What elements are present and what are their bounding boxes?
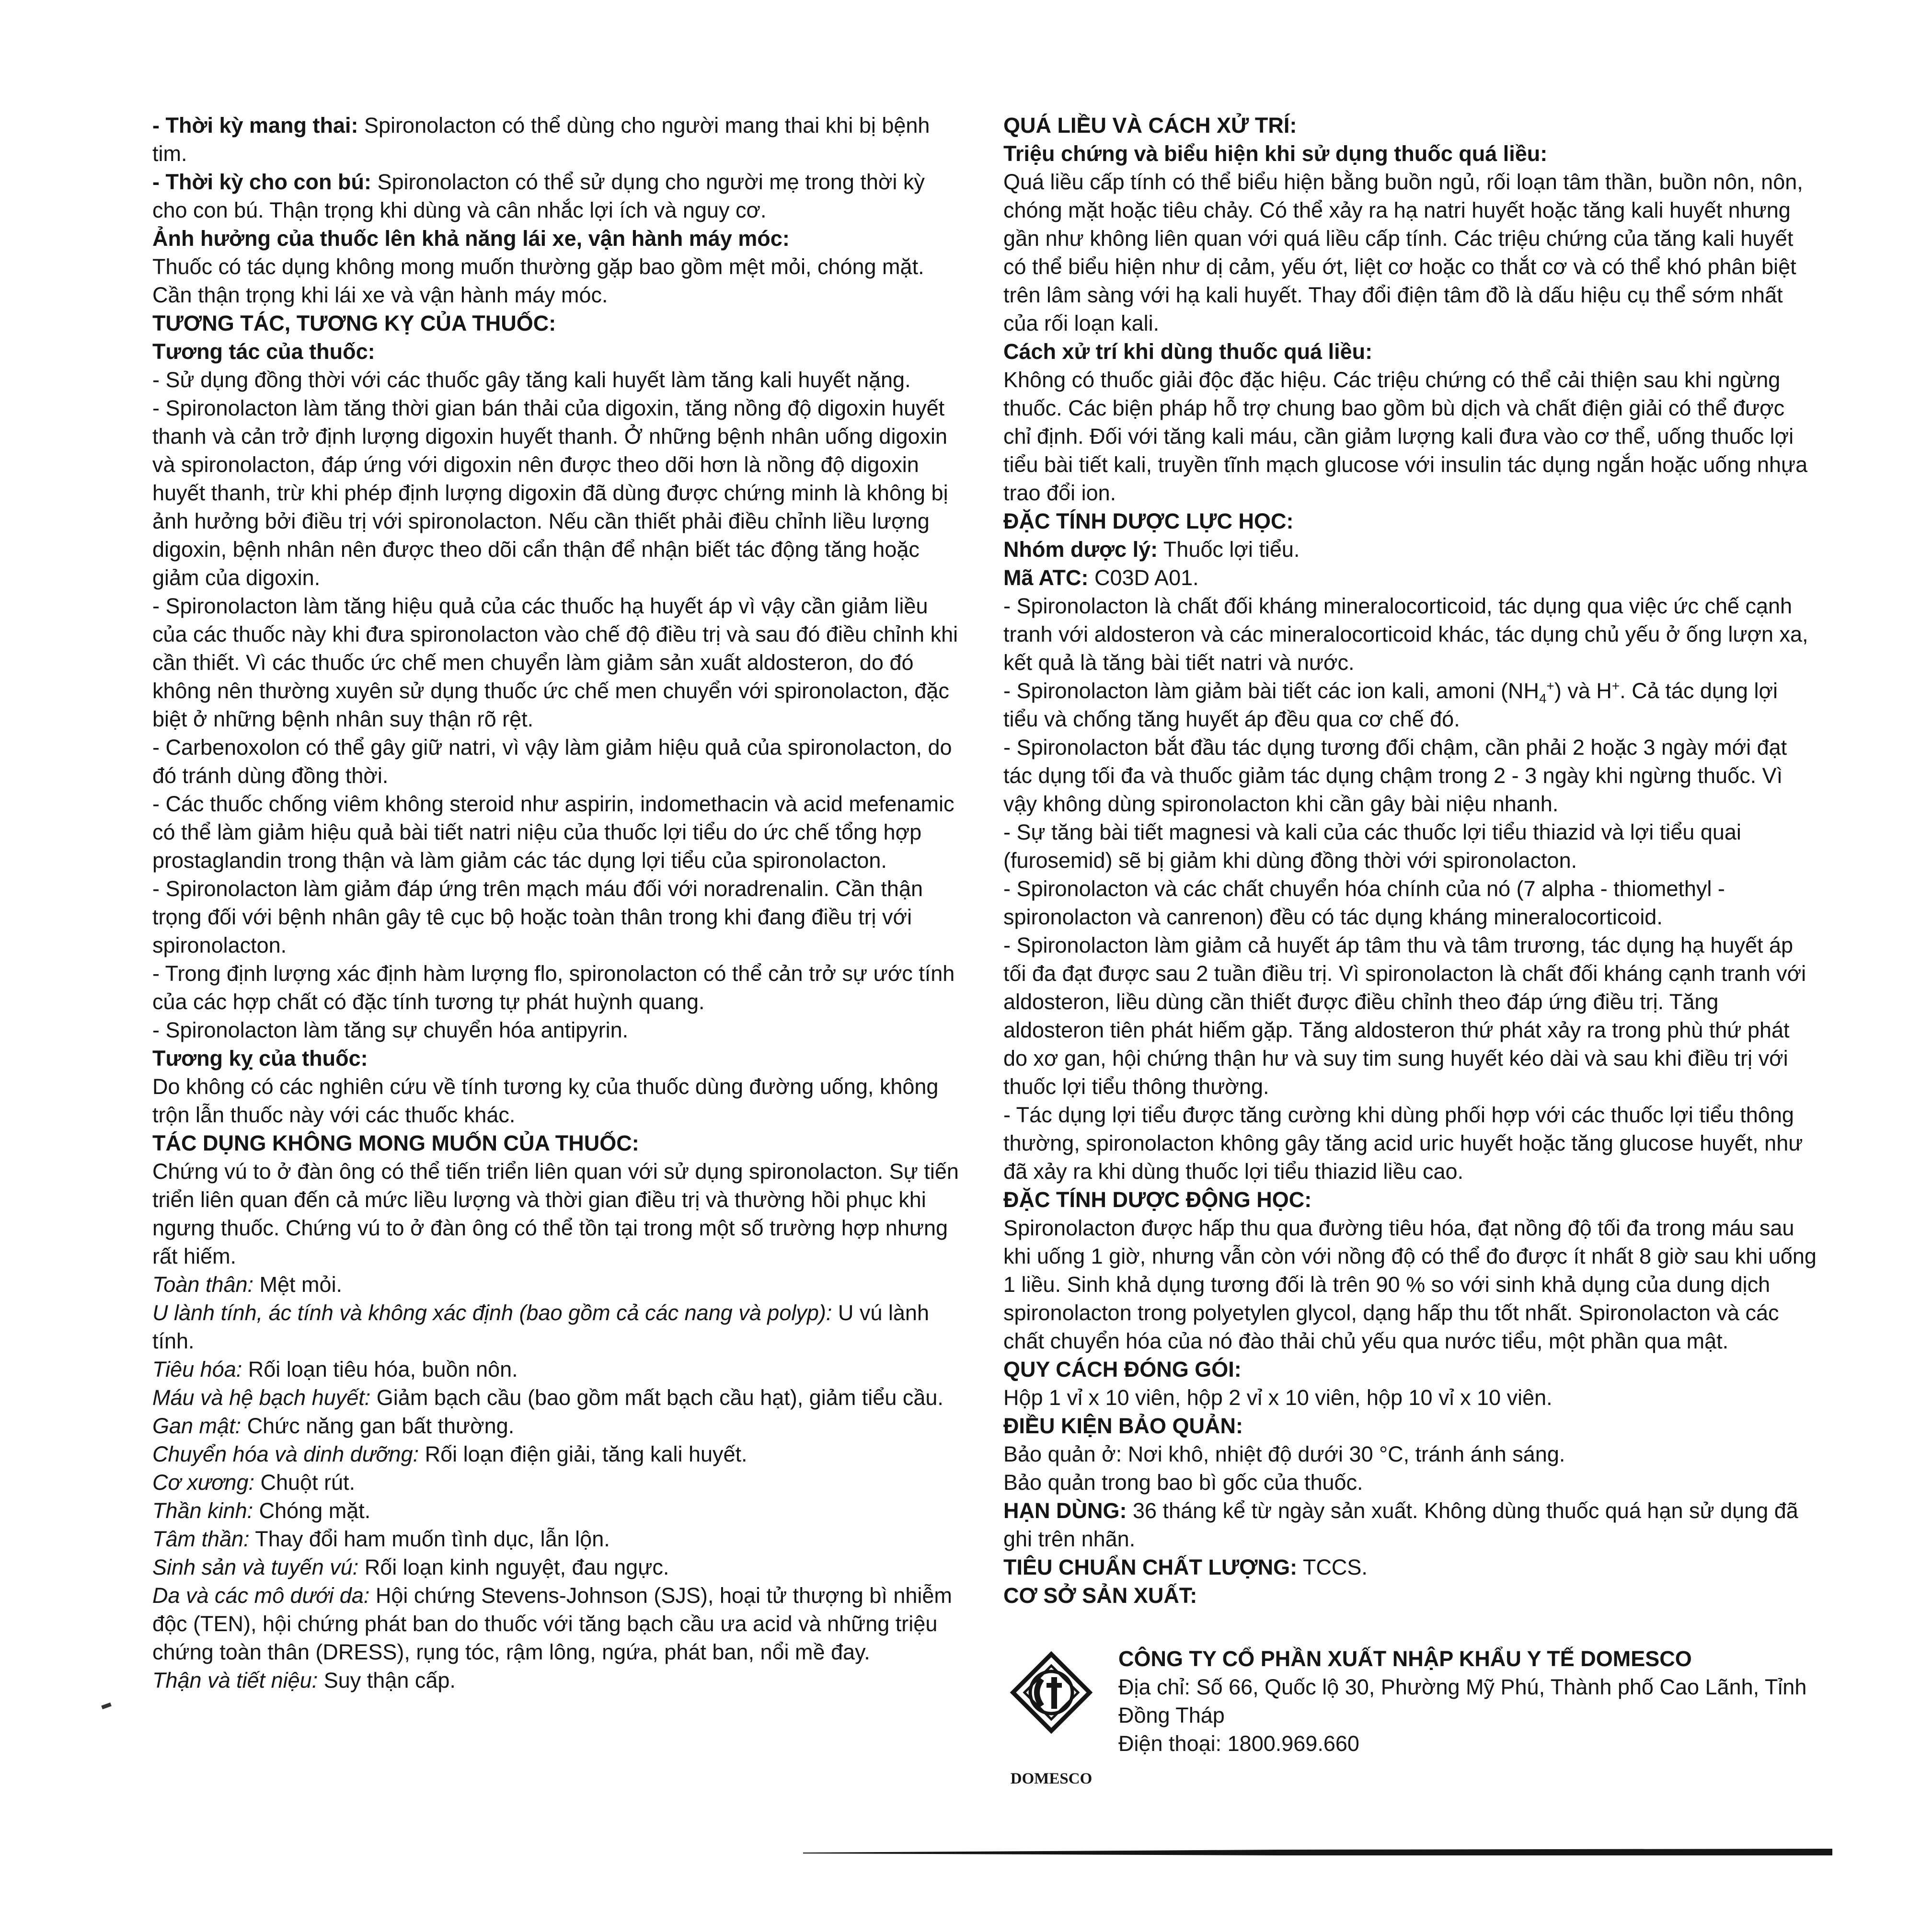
interaction-item: - Carbenoxolon có thể gây giữ natri, vì vậy làm giảm hiệu quả của spironolacton, do đó tránh dùng đồng thời. (152, 735, 952, 788)
driving-heading: Ảnh hưởng của thuốc lên khả năng lái xe, vận hành máy móc: (152, 226, 790, 251)
interactions-subheading: Tương tác của thuốc: (152, 339, 375, 364)
adverse-item-text: Chóng mặt. (253, 1498, 371, 1523)
adverse-item-text: Mệt mỏi. (253, 1272, 343, 1297)
pharmacodynamics-item: - Spironolacton và các chất chuyển hóa chính của nó (7 alpha - thiomethyl - spironolacton và canrenon) đều có tác dụng kháng mineralocorticoid. (1003, 876, 1725, 929)
pregnancy-text: Spironolacton có thể dùng cho người mang thai khi bị bệnh tim. (152, 113, 930, 166)
adverse-item-text: Hội chứng Stevens-Johnson (SJS), hoại tử thượng bì nhiễm độc (TEN), hội chứng phát ban do thuốc với tăng bạch cầu ưa acid và những triệu chứng toàn thân (DRESS), rụng tóc, rậm lông, ngứa, phát ban, nổi mề đay. (152, 1583, 952, 1664)
pharmacodynamics-item: - Spironolacton làm giảm cả huyết áp tâm thu và tâm trương, tác dụng hạ huyết áp tối đa đạt được sau 2 tuần điều trị. Vì spironolacton là chất đối kháng cạnh tranh với aldosteron, liều dùng cần thiết được điều chỉnh theo đáp ứng điều trị. Tăng aldosteron tiên phát hiếm gặp. Tăng aldosteron thứ phát xảy ra trong phù thứ phát do xơ gan, hội chứng thận hư và suy tim sung huyết kéo dài và sau khi điều trị với thuốc lợi tiểu thông thường. (1003, 933, 1806, 1099)
adverse-item-label: Cơ xương: (152, 1470, 254, 1495)
adverse-item (152, 1440, 960, 1468)
pharmacodynamics-heading: ĐẶC TÍNH DƯỢC LỰC HỌC: (1003, 509, 1294, 533)
pd-subscript: 4 (1539, 691, 1547, 706)
adverse-item-text: U vú lành tính. (152, 1301, 929, 1353)
treatment-text: Không có thuốc giải độc đặc hiệu. Các triệu chứng có thể cải thiện sau khi ngừng thuốc. Các biện pháp hỗ trợ chung bao gồm bù dịch và chất điện giải có thể được chỉ định. Đối với tăng kali máu, cần giảm lượng kali đưa vào cơ thể, uống thuốc lợi tiểu bài tiết kali, truyền tĩnh mạch glucose với insulin tác dụng ngắn hoặc uống nhựa trao đổi ion. (1003, 368, 1808, 505)
pd-text-part: ) và H (1554, 679, 1612, 703)
breastfeeding-paragraph (152, 168, 960, 224)
adverse-item-text: Rối loạn tiêu hóa, buồn nôn. (242, 1357, 518, 1381)
stray-mark (101, 1703, 112, 1709)
company-phone: Điện thoại: 1800.969.660 (1118, 1731, 1359, 1756)
breastfeeding-text: Spironolacton có thể sử dụng cho người mẹ trong thời kỳ cho con bú. Thận trọng khi dùng và cân nhắc lợi ích và nguy cơ. (152, 170, 925, 222)
adverse-effects-intro: Chứng vú to ở đàn ông có thể tiến triển liên quan với sử dụng spironolacton. Sự tiến triển liên quan đến cả mức liều lượng và thời gian điều trị và thường hồi phục khi ngưng thuốc. Chứng vú to ở đàn ông có thể tồn tại trong một số trường hợp nhưng rất hiếm. (152, 1159, 959, 1268)
company-address: Địa chỉ: Số 66, Quốc lộ 30, Phường Mỹ Phú, Thành phố Cao Lãnh, Tỉnh Đồng Tháp (1118, 1675, 1807, 1727)
packaging-heading: QUY CÁCH ĐÓNG GÓI: (1003, 1357, 1242, 1381)
adverse-item-label: Gan mật: (152, 1414, 242, 1438)
adverse-item-label: Thần kinh: (152, 1498, 253, 1523)
pd-superscript: + (1546, 679, 1554, 693)
adverse-item-label: Máu và hệ bạch huyết: (152, 1385, 371, 1410)
treatment-subheading: Cách xử trí khi dùng thuốc quá liều: (1003, 339, 1373, 364)
storage-heading: ĐIỀU KIỆN BẢO QUẢN: (1003, 1414, 1243, 1438)
adverse-item-text: Rối loạn điện giải, tăng kali huyết. (419, 1442, 748, 1466)
adverse-item-label: Tâm thần: (152, 1527, 250, 1551)
pregnancy-paragraph (152, 111, 960, 168)
company-name: CÔNG TY CỔ PHẦN XUẤT NHẬP KHẨU Y TẾ DOMESCO (1118, 1646, 1692, 1671)
pharmacological-group (1003, 535, 1818, 564)
adverse-effects-heading: TÁC DỤNG KHÔNG MONG MUỐN CỦA THUỐC: (152, 1131, 639, 1155)
adverse-item-label: U lành tính, ác tính và không xác định (bao gồm cả các nang và polyp): (152, 1301, 832, 1325)
domesco-logo (1003, 1645, 1099, 1787)
pharmacokinetics-text: Spironolacton được hấp thu qua đường tiêu hóa, đạt nồng độ tối đa trong máu sau khi uống 1 giờ, nhưng vẫn còn với nồng độ có thể đo được ít nhất 8 giờ sau khi uống 1 liều. Sinh khả dụng tương đối là trên 90 % so với sinh khả dụng của dung dịch spironolacton trong polyetylen glycol, dạng hấp thu tốt nhất. Spironolacton và các chất chuyển hóa của nó đào thải chủ yếu qua nước tiểu, một phần qua mật. (1003, 1216, 1817, 1353)
standard-label: TIÊU CHUẨN CHẤT LƯỢNG: (1003, 1555, 1298, 1579)
standard-paragraph (1003, 1553, 1818, 1581)
adverse-item (152, 1412, 960, 1440)
storage-line: Bảo quản ở: Nơi khô, nhiệt độ dưới 30 °C, tránh ánh sáng. (1003, 1442, 1565, 1466)
adverse-item (152, 1497, 960, 1525)
adverse-item (152, 1383, 960, 1412)
pd-superscript: + (1611, 679, 1620, 693)
manufacturer-block (1003, 1645, 1818, 1798)
adverse-item-text: Chức năng gan bất thường. (241, 1414, 515, 1438)
adverse-item-label: Chuyển hóa và dinh dưỡng: (152, 1442, 419, 1466)
adverse-item (152, 1299, 960, 1355)
storage-line: Bảo quản trong bao bì gốc của thuốc. (1003, 1470, 1363, 1495)
interaction-item: - Trong định lượng xác định hàm lượng flo, spironolacton có thể cản trở sự ước tính của các hợp chất có đặc tính tương tự phát huỳnh quang. (152, 961, 955, 1014)
interaction-item: - Spironolacton làm tăng thời gian bán thải của digoxin, tăng nồng độ digoxin huyết thanh và cản trở định lượng digoxin huyết thanh. Ở những bệnh nhân uống digoxin và spironolacton, đáp ứng với digoxin nên được theo dõi hơn là nồng độ digoxin huyết thanh, trừ khi phép định lượng digoxin đã dùng được chứng minh là không bị ảnh hưởng bởi điều trị với spironolacton. Nếu cần thiết phải điều chỉnh liều lượng digoxin, bệnh nhân nên được theo dõi cẩn thận để nhận biết tác động tăng hoặc giảm của digoxin. (152, 396, 948, 590)
pd-text-part: - Spironolacton làm giảm bài tiết các ion kali, amoni (NH (1003, 679, 1539, 703)
adverse-item-label: Sinh sản và tuyến vú: (152, 1555, 359, 1579)
expiry-label: HẠN DÙNG: (1003, 1498, 1127, 1523)
adverse-item-text: Giảm bạch cầu (bao gồm mất bạch cầu hạt), giảm tiểu cầu. (370, 1385, 943, 1410)
interaction-item: - Spironolacton làm giảm đáp ứng trên mạch máu đối với noradrenalin. Cần thận trọng đối với bệnh nhân gây tê cục bộ hoặc toàn thân trong khi đang điều trị với spironolacton. (152, 876, 923, 957)
pharmacodynamics-item (1003, 677, 1818, 733)
symptoms-subheading: Triệu chứng và biểu hiện khi sử dụng thuốc quá liều: (1003, 141, 1548, 166)
interaction-item: - Spironolacton làm tăng hiệu quả của các thuốc hạ huyết áp vì vậy cần giảm liều của các thuốc này khi đưa spironolacton vào chế độ điều trị và sau đó điều chỉnh khi cần thiết. Vì các thuốc ức chế men chuyển làm giảm sản xuất aldosteron, do đó không nên thường xuyên sử dụng thuốc ức chế men chuyển với spironolacton, đặc biệt ở những bệnh nhân suy thận rõ rệt. (152, 594, 958, 731)
adverse-item (152, 1468, 960, 1497)
interactions-heading: TƯƠNG TÁC, TƯƠNG KỴ CỦA THUỐC: (152, 311, 556, 335)
adverse-item-text: Chuột rút. (254, 1470, 356, 1495)
interaction-item: - Sử dụng đồng thời với các thuốc gây tăng kali huyết làm tăng kali huyết nặng. (152, 368, 911, 392)
pharmacodynamics-item: - Tác dụng lợi tiểu được tăng cường khi dùng phối hợp với các thuốc lợi tiểu thông thường, spironolacton không gây tăng acid uric huyết hoặc tăng glucose huyết, như đã xảy ra khi dùng thuốc lợi tiểu thiazid liều cao. (1003, 1103, 1803, 1184)
adverse-item (152, 1270, 960, 1299)
atc-label: Mã ATC: (1003, 565, 1089, 590)
adverse-item-label: Thận và tiết niệu: (152, 1668, 318, 1692)
standard-text: TCCS. (1297, 1555, 1368, 1579)
breastfeeding-label: - Thời kỳ cho con bú: (152, 170, 371, 194)
left-column (152, 111, 960, 1694)
expiry-text: 36 tháng kể từ ngày sản xuất. Không dùng thuốc quá hạn sử dụng đã ghi trên nhãn. (1003, 1498, 1798, 1551)
right-column (1003, 111, 1818, 1610)
logo-text: DOMESCO (1010, 1770, 1092, 1787)
adverse-item (152, 1666, 960, 1694)
manufacturer-info (1118, 1645, 1818, 1758)
atc-text: C03D A01. (1088, 565, 1199, 590)
interaction-item: - Các thuốc chống viêm không steroid như aspirin, indomethacin và acid mefenamic có thể làm giảm hiệu quả bài tiết natri niệu của thuốc lợi tiểu do ức chế tổng hợp prostaglandin trong thận và làm giảm các tác dụng lợi tiểu của spironolacton. (152, 792, 954, 873)
domesco-logo-icon (1003, 1645, 1099, 1764)
driving-text: Thuốc có tác dụng không mong muốn thường gặp bao gồm mệt mỏi, chóng mặt. Cần thận trọng khi lái xe và vận hành máy móc. (152, 254, 924, 307)
packaging-text: Hộp 1 vỉ x 10 viên, hộp 2 vỉ x 10 viên, hộp 10 vỉ x 10 viên. (1003, 1385, 1552, 1410)
adverse-item (152, 1525, 960, 1553)
incompatibility-text: Do không có các nghiên cứu về tính tương kỵ của thuốc dùng đường uống, không trộn lẫn thuốc này với các thuốc khác. (152, 1074, 939, 1127)
adverse-item-label: Toàn thân: (152, 1272, 254, 1297)
pharmacokinetics-heading: ĐẶC TÍNH DƯỢC ĐỘNG HỌC: (1003, 1187, 1312, 1212)
pharmacodynamics-item: - Spironolacton là chất đối kháng mineralocorticoid, tác dụng qua việc ức chế cạnh tranh với aldosteron và các mineralocorticoid khác, tác dụng chủ yếu ở ống lượn xa, kết quả là tăng bài tiết natri và nước. (1003, 594, 1808, 675)
adverse-item-text: Thay đổi ham muốn tình dục, lẫn lộn. (249, 1527, 610, 1551)
interaction-item: - Spironolacton làm tăng sự chuyển hóa antipyrin. (152, 1018, 629, 1042)
bottom-rule (803, 1849, 1832, 1856)
adverse-item-text: Rối loạn kinh nguyệt, đau ngực. (358, 1555, 669, 1579)
pregnancy-label: - Thời kỳ mang thai: (152, 113, 358, 138)
group-label: Nhóm dược lý: (1003, 537, 1158, 562)
adverse-item-label: Da và các mô dưới da: (152, 1583, 370, 1608)
incompatibility-subheading: Tương kỵ của thuốc: (152, 1046, 368, 1071)
manufacturer-heading: CƠ SỞ SẢN XUẤT: (1003, 1583, 1197, 1608)
atc-code (1003, 564, 1818, 592)
adverse-item (152, 1581, 960, 1666)
adverse-item (152, 1355, 960, 1383)
pd-text-part: . Cả tác dụng lợi tiểu và chống tăng huyết áp đều qua cơ chế đó. (1003, 679, 1778, 731)
adverse-item (152, 1553, 960, 1581)
adverse-item-text: Suy thận cấp. (318, 1668, 456, 1692)
pharmacodynamics-item: - Sự tăng bài tiết magnesi và kali của các thuốc lợi tiểu thiazid và lợi tiểu quai (furosemid) sẽ bị giảm khi dùng đồng thời với spironolacton. (1003, 820, 1741, 873)
expiry-paragraph (1003, 1497, 1818, 1553)
symptoms-text: Quá liều cấp tính có thể biểu hiện bằng buồn ngủ, rối loạn tâm thần, buồn nôn, nôn, chóng mặt hoặc tiêu chảy. Có thể xảy ra hạ natri huyết hoặc tăng kali huyết nhưng gần như không liên quan với quá liều cấp tính. Các triệu chứng của tăng kali huyết có thể biểu hiện như dị cảm, yếu ớt, liệt cơ hoặc co thắt cơ và có thể khó phân biệt trên lâm sàng với hạ kali huyết. Thay đổi điện tâm đồ là dấu hiệu cụ thể sớm nhất của rối loạn kali. (1003, 170, 1803, 335)
overdose-heading: QUÁ LIỀU VÀ CÁCH XỬ TRÍ: (1003, 113, 1297, 138)
adverse-item-label: Tiêu hóa: (152, 1357, 242, 1381)
group-text: Thuốc lợi tiểu. (1158, 537, 1300, 562)
pharmacodynamics-item: - Spironolacton bắt đầu tác dụng tương đối chậm, cần phải 2 hoặc 3 ngày mới đạt tác dụng tối đa và thuốc giảm tác dụng chậm trong 2 - 3 ngày khi ngừng thuốc. Vì vậy không dùng spironolacton khi cần gây bài niệu nhanh. (1003, 735, 1787, 816)
